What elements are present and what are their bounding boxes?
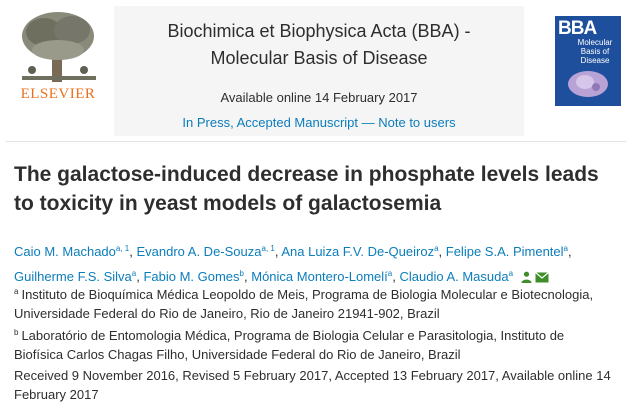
affiliation-item: $^b$ Laboratório de Entomologia Médica, Programa de Biologia Celular e Parasitologia, Instituto de Biofísica Carlos Chagas Filho, Universidade Federal do Rio de Janeiro, Brazil: [14, 328, 565, 362]
journal-title[interactable]: [114, 18, 524, 72]
author-list: Caio M. Machado$^{a, 1}$, Evandro A. De-Souza$^{a, 1}$, Ana Luiza F.V. De-Queiroz$^a$, Felipe S.A. Pimentel$^a$, Guilherme F.S. Silva$^a$, Fabio M. Gomes$^b$, Mónica Montero-Lomelí$^a$, Claudio A. Masuda$^a$: [14, 238, 624, 290]
affiliation-list: [14, 282, 614, 364]
journal-header: [6, 6, 626, 142]
author-link[interactable]: Ana Luiza F.V. De-Queiroz$^a$: [281, 244, 439, 259]
author-link[interactable]: Evandro A. De-Souza$^{a, 1}$: [136, 244, 275, 259]
cover-abbrev: BBA: [558, 18, 597, 39]
author-link[interactable]: Guilherme F.S. Silva$^a$: [14, 269, 137, 284]
cover-illustration: [563, 68, 613, 100]
author-link[interactable]: Fabio M. Gomes$^b$: [143, 269, 244, 284]
available-online-date: Available online 14 February 2017: [220, 90, 418, 105]
journal-cover-image[interactable]: [555, 16, 621, 106]
article-title: The galactose-induced decrease in phosphate levels leads to toxicity in yeast models of galactosemia: [14, 163, 599, 215]
journal-title-line2: Molecular Basis of Disease: [210, 48, 428, 68]
note-to-users-link[interactable]: Note to users: [378, 115, 456, 130]
author-link[interactable]: Claudio A. Masuda$^a$: [399, 269, 514, 284]
article-status: [114, 115, 524, 130]
journal-info-box: [114, 6, 524, 136]
in-press-link[interactable]: In Press, Accepted Manuscript: [182, 115, 359, 130]
status-dash: —: [358, 115, 379, 130]
article-history: Received 9 November 2016, Revised 5 February 2017, Accepted 13 February 2017, Available online 14 February 2017: [14, 368, 611, 402]
cover-subtitle: Molecular Basis of Disease: [577, 38, 613, 65]
journal-title-line1: Biochimica et Biophysica Acta (BBA) -: [167, 21, 471, 41]
publisher-name: ELSEVIER: [20, 86, 96, 102]
author-link[interactable]: Felipe S.A. Pimentel$^a$: [445, 244, 568, 259]
author-link[interactable]: Caio M. Machado$^{a, 1}$: [14, 244, 130, 259]
affiliation-item: $^a$ Instituto de Bioquímica Médica Leopoldo de Meis, Programa de Biologia Molecular e Biotecnologia, Universidade Federal do Rio de Janeiro, Rio de Janeiro 21941-902, Brazil: [14, 287, 594, 321]
author-link[interactable]: Mónica Montero-Lomelí$^a$: [251, 269, 393, 284]
